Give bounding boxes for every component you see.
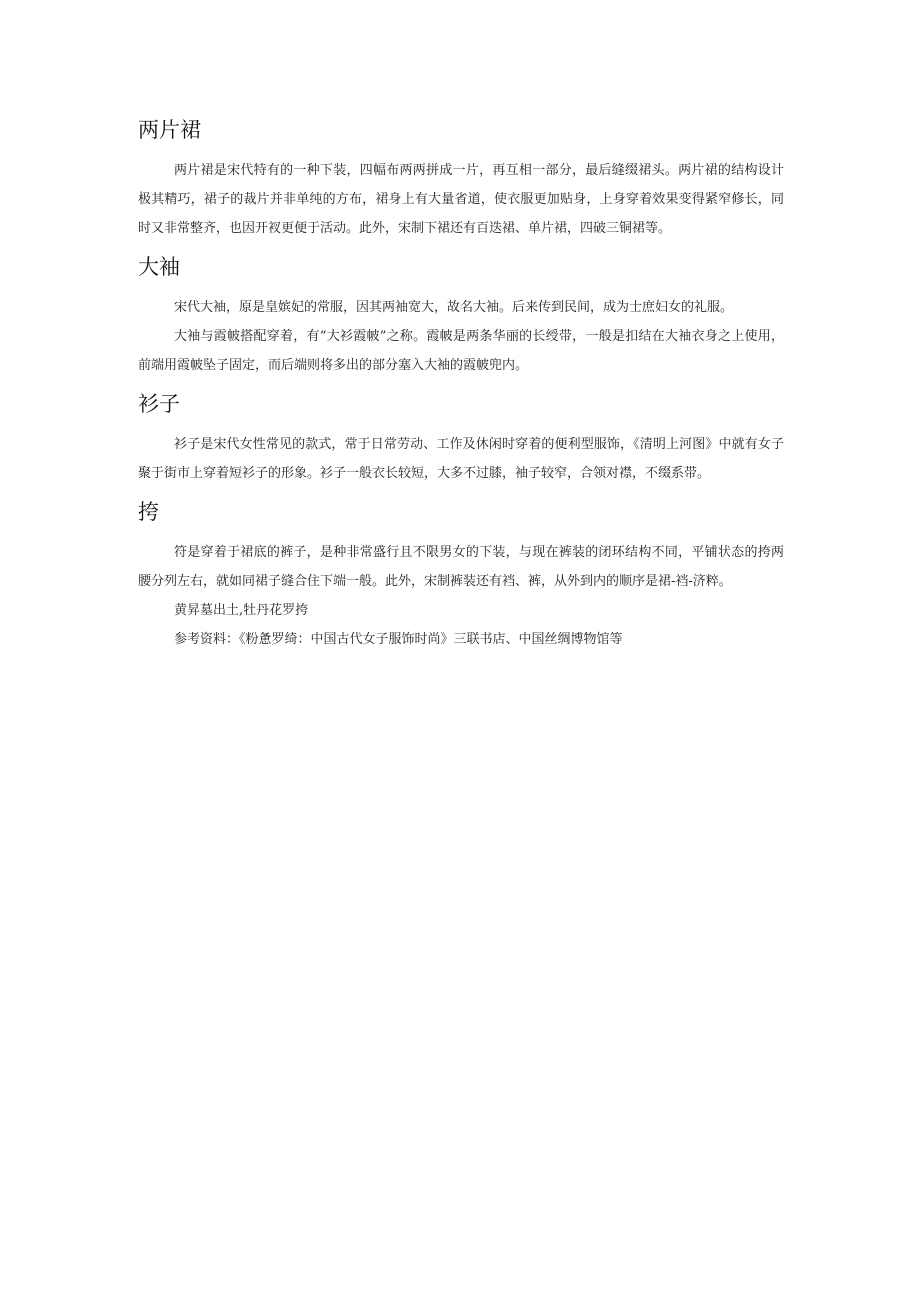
paragraph-liangpianqun: 两片裙是宋代特有的一种下装，四幅布两两拼成一片，再互相一部分，最后缝缀裙头。两片裙的结构设计极其精巧，裙子的裁片并非单纯的方布，裙身上有大量省道，使衣服更加贴身，上身穿着效果变得紧窄修长，同时又非常整齐，也因开衩更便于活动。此外，宋制下裙还有百迭裙、单片裙，四破三铜裙等。 — [138, 163, 784, 236]
document-page — [138, 112, 784, 654]
section-title-ku: 挎 — [138, 500, 159, 524]
paragraph-ku: 符是穿着于裙底的裤子，是种非常盛行且不限男女的下装，与现在裤装的闭环结构不同，平铺状态的挎两腰分列左右，就如同裙子缝合住下端一般。此外，宋制裤装还有裆、裤，从外到内的顺序是裙-裆-济粹。 — [138, 545, 784, 589]
reference-note: 参考资料：《粉惫罗绮：中国古代女子服饰时尚》三联书店、中国丝绸博物馆等 — [174, 632, 623, 647]
paragraph-daxiu-2: 大袖与霞帔搭配穿着，有“大衫霞帔”之称。霞帔是两条华丽的长绶带，一般是扣结在大袖衣身之上使用，前端用霞帔坠子固定，而后端则将多出的部分塞入大袖的霞帔兜内。 — [138, 329, 784, 373]
image-caption: 黄昇墓出土,牡丹花罗挎 — [174, 603, 309, 618]
section-title-liangpianqun: 两片裙 — [138, 118, 201, 142]
section-title-shanzi: 衫子 — [138, 392, 180, 416]
paragraph-shanzi: 衫子是宋代女性常见的款式，常于日常劳动、工作及休闲时穿着的便利型服饰，《清明上河图》中就有女子聚于街市上穿着短衫子的形象。衫子一般衣长较短，大多不过膝，袖子较窄，合领对襟，不缀系带。 — [138, 437, 784, 481]
section-title-daxiu: 大袖 — [138, 255, 180, 279]
paragraph-daxiu-1: 宋代大袖，原是皇嫔妃的常服，因其两袖宽大，故名大袖。后来传到民间，成为士庶妇女的礼服。 — [174, 300, 734, 315]
